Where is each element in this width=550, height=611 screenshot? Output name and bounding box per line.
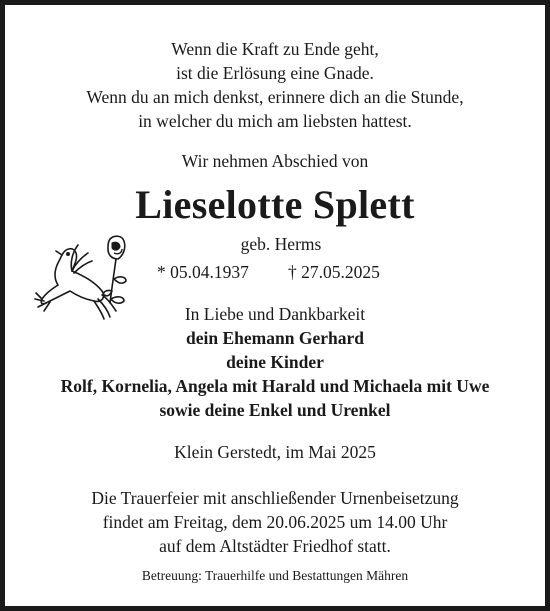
poem-line-3: Wenn du an mich denkst, erinnere dich an die Stunde,	[86, 87, 464, 107]
farewell-intro: Wir nehmen Abschied von	[181, 151, 369, 171]
poem-line-4: in welcher du mich am liebsten hattest.	[138, 111, 412, 131]
spouse: dein Ehemann Gerhard	[186, 328, 364, 348]
service-line-1: Die Trauerfeier mit anschließender Urnenbeisetzung	[91, 488, 459, 508]
birth-date: * 05.04.1937	[157, 262, 249, 282]
place-date: Klein Gerstedt, im Mai 2025	[174, 442, 376, 462]
mourners-intro: In Liebe und Dankbarkeit	[184, 304, 366, 324]
poem-line-2: ist die Erlösung eine Gnade.	[176, 63, 374, 83]
service-line-3: auf dem Altstädter Friedhof statt.	[159, 536, 391, 556]
death-date: † 27.05.2025	[288, 262, 380, 282]
children-label: deine Kinder	[226, 352, 324, 372]
children-names: Rolf, Kornelia, Angela mit Harald und Michaela mit Uwe	[60, 376, 490, 396]
poem-line-1: Wenn die Kraft zu Ende geht,	[171, 39, 379, 59]
service-line-2: findet am Freitag, dem 20.06.2025 um 14.00 Uhr	[102, 512, 448, 532]
grandchildren: sowie deine Enkel und Urenkel	[159, 400, 391, 420]
undertaker-credit: Betreuung: Trauerhilfe und Bestattungen Mähren	[141, 568, 409, 583]
deceased-name: Lieselotte Splett	[135, 182, 415, 227]
maiden-name: geb. Herms	[240, 234, 322, 254]
